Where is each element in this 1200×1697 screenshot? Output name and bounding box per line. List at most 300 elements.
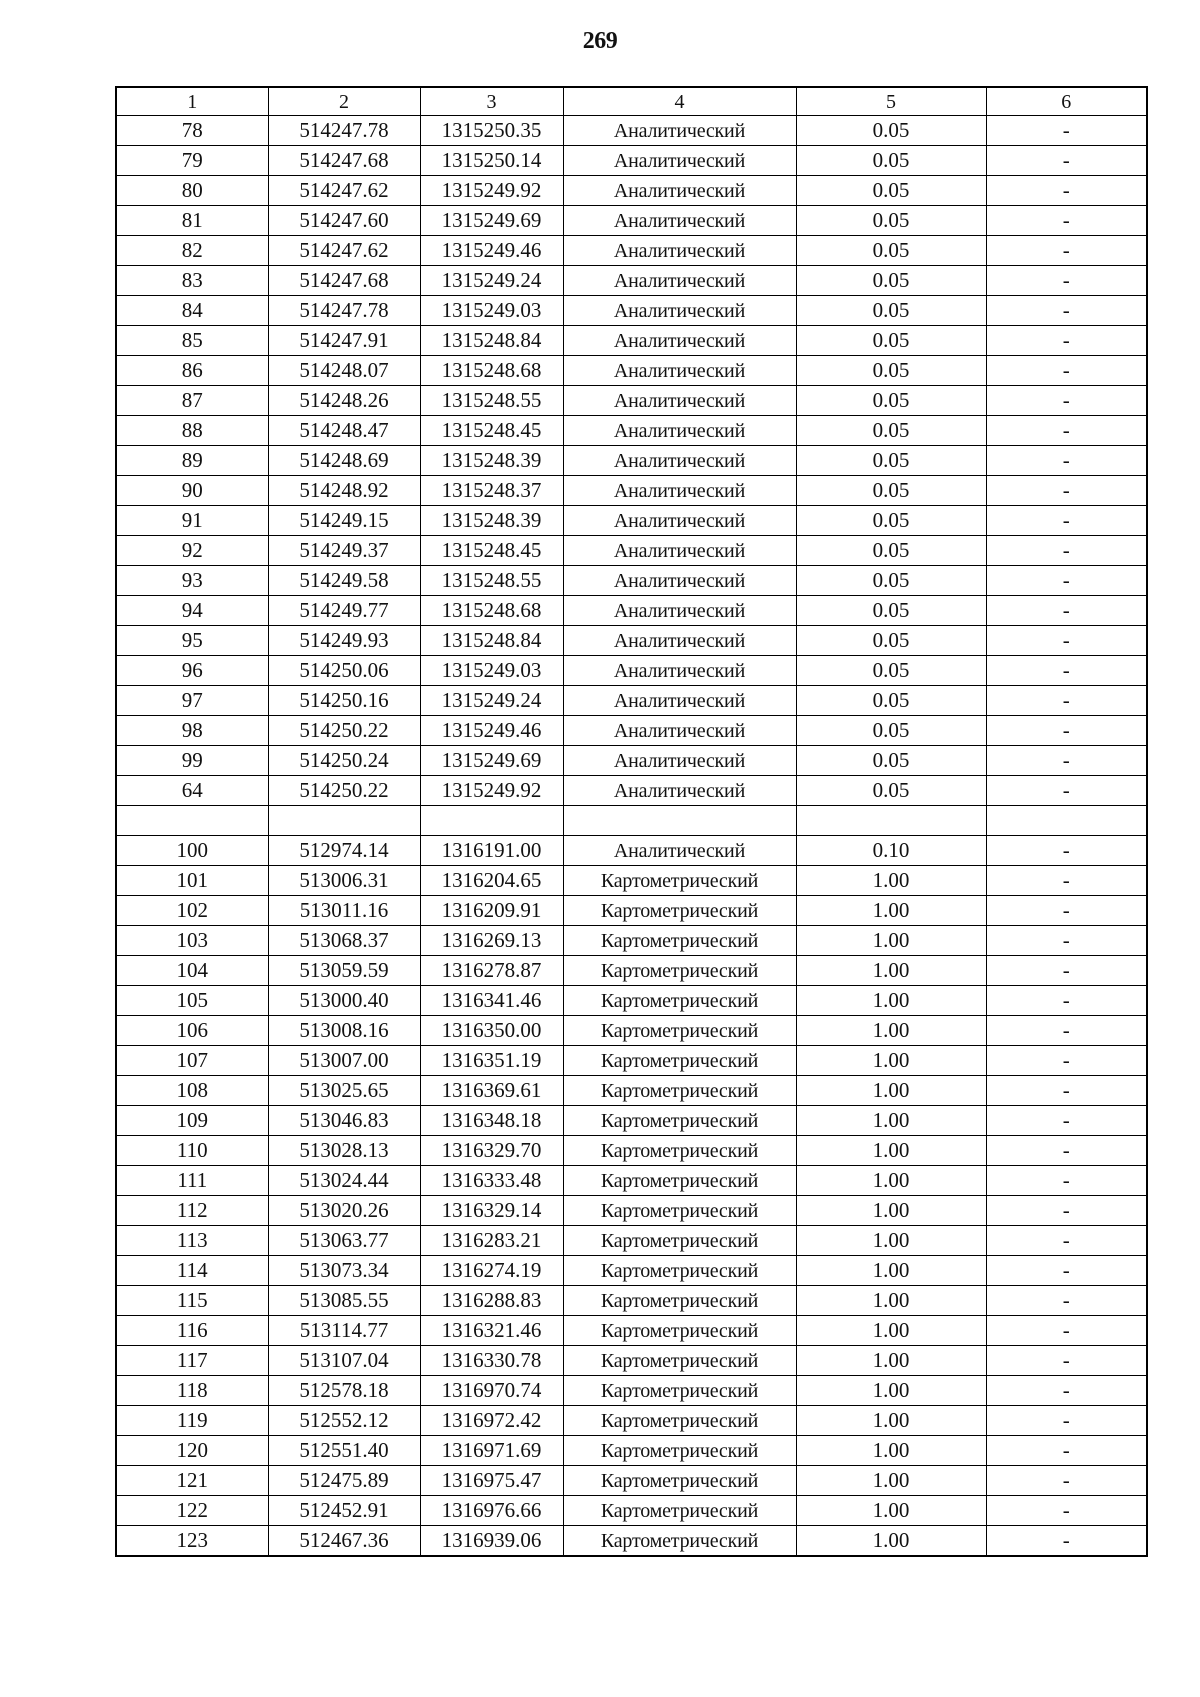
y-coordinate-cell: 1316321.46 bbox=[420, 1316, 563, 1346]
point-number-cell: 98 bbox=[116, 716, 268, 746]
note-cell: - bbox=[986, 476, 1147, 506]
x-coordinate-cell: 514247.78 bbox=[268, 296, 420, 326]
y-coordinate-cell: 1315248.37 bbox=[420, 476, 563, 506]
table-row bbox=[116, 1046, 1147, 1076]
y-coordinate-cell: 1316274.19 bbox=[420, 1256, 563, 1286]
x-coordinate-cell: 513025.65 bbox=[268, 1076, 420, 1106]
x-coordinate-cell: 514247.62 bbox=[268, 176, 420, 206]
point-number-cell: 102 bbox=[116, 896, 268, 926]
x-coordinate-cell: 514249.15 bbox=[268, 506, 420, 536]
y-coordinate-cell: 1316278.87 bbox=[420, 956, 563, 986]
x-coordinate-cell: 512467.36 bbox=[268, 1526, 420, 1557]
accuracy-cell: 0.05 bbox=[796, 296, 986, 326]
point-number-cell: 118 bbox=[116, 1376, 268, 1406]
x-coordinate-cell: 513046.83 bbox=[268, 1106, 420, 1136]
note-cell: - bbox=[986, 506, 1147, 536]
point-number-cell: 110 bbox=[116, 1136, 268, 1166]
table-row bbox=[116, 1076, 1147, 1106]
table-row bbox=[116, 1346, 1147, 1376]
accuracy-cell: 1.00 bbox=[796, 896, 986, 926]
method-cell: Картометрический bbox=[563, 956, 796, 986]
note-cell: - bbox=[986, 686, 1147, 716]
x-coordinate-cell: 513020.26 bbox=[268, 1196, 420, 1226]
note-cell: - bbox=[986, 326, 1147, 356]
accuracy-cell: 0.05 bbox=[796, 686, 986, 716]
table-row bbox=[116, 536, 1147, 566]
note-cell: - bbox=[986, 1136, 1147, 1166]
note-cell: - bbox=[986, 716, 1147, 746]
y-coordinate-cell: 1316970.74 bbox=[420, 1376, 563, 1406]
note-cell: - bbox=[986, 986, 1147, 1016]
table-row bbox=[116, 686, 1147, 716]
accuracy-cell: 0.10 bbox=[796, 836, 986, 866]
point-number-cell: 81 bbox=[116, 206, 268, 236]
table-row bbox=[116, 656, 1147, 686]
table-row bbox=[116, 746, 1147, 776]
accuracy-cell: 1.00 bbox=[796, 1226, 986, 1256]
method-cell: Аналитический bbox=[563, 626, 796, 656]
accuracy-cell: 1.00 bbox=[796, 1376, 986, 1406]
x-coordinate-cell: 514250.24 bbox=[268, 746, 420, 776]
method-cell: Аналитический bbox=[563, 146, 796, 176]
table-row bbox=[116, 476, 1147, 506]
x-coordinate-cell: 513059.59 bbox=[268, 956, 420, 986]
accuracy-cell: 0.05 bbox=[796, 716, 986, 746]
table-row bbox=[116, 836, 1147, 866]
note-cell: - bbox=[986, 206, 1147, 236]
note-cell: - bbox=[986, 1016, 1147, 1046]
method-cell: Картометрический bbox=[563, 1196, 796, 1226]
x-coordinate-cell: 514249.58 bbox=[268, 566, 420, 596]
method-cell: Картометрический bbox=[563, 1256, 796, 1286]
note-cell: - bbox=[986, 1226, 1147, 1256]
table-row bbox=[116, 1256, 1147, 1286]
y-coordinate-cell: 1316330.78 bbox=[420, 1346, 563, 1376]
x-coordinate-cell: 514247.60 bbox=[268, 206, 420, 236]
x-coordinate-cell: 514247.62 bbox=[268, 236, 420, 266]
accuracy-cell: 0.05 bbox=[796, 176, 986, 206]
x-coordinate-cell: 513107.04 bbox=[268, 1346, 420, 1376]
point-number-cell: 64 bbox=[116, 776, 268, 806]
method-cell: Картометрический bbox=[563, 1436, 796, 1466]
x-coordinate-cell: 513063.77 bbox=[268, 1226, 420, 1256]
table-row bbox=[116, 866, 1147, 896]
accuracy-cell: 1.00 bbox=[796, 1196, 986, 1226]
y-coordinate-cell: 1315249.46 bbox=[420, 716, 563, 746]
accuracy-cell: 1.00 bbox=[796, 1136, 986, 1166]
y-coordinate-cell: 1315249.24 bbox=[420, 266, 563, 296]
y-coordinate-cell: 1316209.91 bbox=[420, 896, 563, 926]
y-coordinate-cell: 1315248.84 bbox=[420, 626, 563, 656]
accuracy-cell: 0.05 bbox=[796, 446, 986, 476]
x-coordinate-cell: 514247.68 bbox=[268, 146, 420, 176]
point-number-cell: 100 bbox=[116, 836, 268, 866]
method-cell: Аналитический bbox=[563, 206, 796, 236]
point-number-cell: 112 bbox=[116, 1196, 268, 1226]
x-coordinate-cell: 514247.91 bbox=[268, 326, 420, 356]
point-number-cell: 84 bbox=[116, 296, 268, 326]
point-number-cell: 88 bbox=[116, 416, 268, 446]
y-coordinate-cell: 1316204.65 bbox=[420, 866, 563, 896]
point-number-cell: 86 bbox=[116, 356, 268, 386]
point-number-cell: 108 bbox=[116, 1076, 268, 1106]
table-row bbox=[116, 506, 1147, 536]
method-cell: Аналитический bbox=[563, 236, 796, 266]
y-coordinate-cell: 1316369.61 bbox=[420, 1076, 563, 1106]
y-coordinate-cell: 1315248.55 bbox=[420, 566, 563, 596]
point-number-cell: 114 bbox=[116, 1256, 268, 1286]
table-row bbox=[116, 1016, 1147, 1046]
note-cell: - bbox=[986, 296, 1147, 326]
accuracy-cell: 1.00 bbox=[796, 1166, 986, 1196]
note-cell: - bbox=[986, 1256, 1147, 1286]
table-row bbox=[116, 416, 1147, 446]
x-coordinate-cell: 512974.14 bbox=[268, 836, 420, 866]
x-coordinate-cell: 514250.22 bbox=[268, 716, 420, 746]
x-coordinate-cell bbox=[268, 806, 420, 836]
y-coordinate-cell: 1315248.39 bbox=[420, 506, 563, 536]
accuracy-cell: 0.05 bbox=[796, 416, 986, 446]
table-row bbox=[116, 326, 1147, 356]
point-number-cell: 101 bbox=[116, 866, 268, 896]
y-coordinate-cell: 1315248.45 bbox=[420, 416, 563, 446]
note-cell: - bbox=[986, 1526, 1147, 1557]
y-coordinate-cell: 1315249.92 bbox=[420, 176, 563, 206]
point-number-cell: 91 bbox=[116, 506, 268, 536]
table-row bbox=[116, 1316, 1147, 1346]
y-coordinate-cell: 1316971.69 bbox=[420, 1436, 563, 1466]
accuracy-cell: 0.05 bbox=[796, 266, 986, 296]
point-number-cell: 121 bbox=[116, 1466, 268, 1496]
note-cell: - bbox=[986, 236, 1147, 266]
point-number-cell: 94 bbox=[116, 596, 268, 626]
method-cell: Картометрический bbox=[563, 986, 796, 1016]
note-cell: - bbox=[986, 1436, 1147, 1466]
table-row bbox=[116, 146, 1147, 176]
accuracy-cell: 0.05 bbox=[796, 776, 986, 806]
table-row bbox=[116, 1376, 1147, 1406]
table-row bbox=[116, 176, 1147, 206]
accuracy-cell: 0.05 bbox=[796, 326, 986, 356]
x-coordinate-cell: 514247.78 bbox=[268, 116, 420, 146]
table-row bbox=[116, 596, 1147, 626]
point-number-cell: 93 bbox=[116, 566, 268, 596]
method-cell: Аналитический bbox=[563, 356, 796, 386]
method-cell: Картометрический bbox=[563, 1496, 796, 1526]
method-cell: Аналитический bbox=[563, 386, 796, 416]
note-cell: - bbox=[986, 836, 1147, 866]
table-row bbox=[116, 716, 1147, 746]
y-coordinate-cell: 1316288.83 bbox=[420, 1286, 563, 1316]
accuracy-cell: 0.05 bbox=[796, 626, 986, 656]
point-number-cell: 82 bbox=[116, 236, 268, 266]
method-cell: Картометрический bbox=[563, 1226, 796, 1256]
y-coordinate-cell: 1316975.47 bbox=[420, 1466, 563, 1496]
point-number-cell: 103 bbox=[116, 926, 268, 956]
method-cell: Картометрический bbox=[563, 1166, 796, 1196]
table-row bbox=[116, 626, 1147, 656]
method-cell: Картометрический bbox=[563, 1406, 796, 1436]
point-number-cell: 85 bbox=[116, 326, 268, 356]
point-number-cell: 79 bbox=[116, 146, 268, 176]
y-coordinate-cell: 1315248.84 bbox=[420, 326, 563, 356]
method-cell: Аналитический bbox=[563, 746, 796, 776]
accuracy-cell: 1.00 bbox=[796, 1496, 986, 1526]
point-number-cell: 113 bbox=[116, 1226, 268, 1256]
note-cell: - bbox=[986, 176, 1147, 206]
y-coordinate-cell: 1315249.46 bbox=[420, 236, 563, 266]
point-number-cell bbox=[116, 806, 268, 836]
accuracy-cell: 1.00 bbox=[796, 866, 986, 896]
coordinates-table bbox=[115, 86, 1148, 1557]
table-row bbox=[116, 956, 1147, 986]
note-cell: - bbox=[986, 386, 1147, 416]
accuracy-cell: 1.00 bbox=[796, 1526, 986, 1557]
accuracy-cell: 0.05 bbox=[796, 566, 986, 596]
accuracy-cell: 0.05 bbox=[796, 746, 986, 776]
table-row bbox=[116, 446, 1147, 476]
method-cell: Картометрический bbox=[563, 1316, 796, 1346]
table-row bbox=[116, 296, 1147, 326]
accuracy-cell: 1.00 bbox=[796, 1436, 986, 1466]
y-coordinate-cell: 1315249.92 bbox=[420, 776, 563, 806]
note-cell: - bbox=[986, 1166, 1147, 1196]
y-coordinate-cell: 1315249.03 bbox=[420, 296, 563, 326]
accuracy-cell: 1.00 bbox=[796, 1406, 986, 1436]
y-coordinate-cell: 1315248.68 bbox=[420, 596, 563, 626]
x-coordinate-cell: 514247.68 bbox=[268, 266, 420, 296]
note-cell: - bbox=[986, 1286, 1147, 1316]
x-coordinate-cell: 514248.07 bbox=[268, 356, 420, 386]
point-number-cell: 122 bbox=[116, 1496, 268, 1526]
x-coordinate-cell: 513073.34 bbox=[268, 1256, 420, 1286]
y-coordinate-cell: 1316972.42 bbox=[420, 1406, 563, 1436]
x-coordinate-cell: 512552.12 bbox=[268, 1406, 420, 1436]
note-cell: - bbox=[986, 1346, 1147, 1376]
table-row bbox=[116, 1106, 1147, 1136]
method-cell: Картометрический bbox=[563, 1376, 796, 1406]
method-cell: Аналитический bbox=[563, 836, 796, 866]
note-cell: - bbox=[986, 776, 1147, 806]
method-cell: Аналитический bbox=[563, 506, 796, 536]
table-row bbox=[116, 1196, 1147, 1226]
point-number-cell: 89 bbox=[116, 446, 268, 476]
y-coordinate-cell: 1315248.68 bbox=[420, 356, 563, 386]
y-coordinate-cell: 1316283.21 bbox=[420, 1226, 563, 1256]
accuracy-cell: 1.00 bbox=[796, 1106, 986, 1136]
point-number-cell: 80 bbox=[116, 176, 268, 206]
note-cell: - bbox=[986, 926, 1147, 956]
point-number-cell: 99 bbox=[116, 746, 268, 776]
x-coordinate-cell: 514248.47 bbox=[268, 416, 420, 446]
note-cell: - bbox=[986, 1316, 1147, 1346]
x-coordinate-cell: 512551.40 bbox=[268, 1436, 420, 1466]
method-cell: Аналитический bbox=[563, 266, 796, 296]
point-number-cell: 83 bbox=[116, 266, 268, 296]
note-cell: - bbox=[986, 416, 1147, 446]
note-cell: - bbox=[986, 656, 1147, 686]
accuracy-cell: 1.00 bbox=[796, 1466, 986, 1496]
method-cell: Картометрический bbox=[563, 896, 796, 926]
table-row bbox=[116, 926, 1147, 956]
y-coordinate-cell: 1315249.69 bbox=[420, 746, 563, 776]
point-number-cell: 78 bbox=[116, 116, 268, 146]
method-cell: Аналитический bbox=[563, 176, 796, 206]
accuracy-cell: 0.05 bbox=[796, 116, 986, 146]
point-number-cell: 116 bbox=[116, 1316, 268, 1346]
point-number-cell: 96 bbox=[116, 656, 268, 686]
point-number-cell: 109 bbox=[116, 1106, 268, 1136]
table-row bbox=[116, 566, 1147, 596]
note-cell: - bbox=[986, 626, 1147, 656]
accuracy-cell: 1.00 bbox=[796, 1256, 986, 1286]
table-row bbox=[116, 1166, 1147, 1196]
y-coordinate-cell: 1316333.48 bbox=[420, 1166, 563, 1196]
accuracy-cell: 0.05 bbox=[796, 476, 986, 506]
method-cell: Аналитический bbox=[563, 476, 796, 506]
table-row bbox=[116, 1526, 1147, 1557]
note-cell bbox=[986, 806, 1147, 836]
accuracy-cell: 1.00 bbox=[796, 956, 986, 986]
x-coordinate-cell: 513024.44 bbox=[268, 1166, 420, 1196]
y-coordinate-cell: 1316976.66 bbox=[420, 1496, 563, 1526]
x-coordinate-cell: 513007.00 bbox=[268, 1046, 420, 1076]
method-cell: Картометрический bbox=[563, 1076, 796, 1106]
note-cell: - bbox=[986, 1046, 1147, 1076]
y-coordinate-cell bbox=[420, 806, 563, 836]
y-coordinate-cell: 1315250.14 bbox=[420, 146, 563, 176]
table-row bbox=[116, 356, 1147, 386]
accuracy-cell: 0.05 bbox=[796, 506, 986, 536]
point-number-cell: 105 bbox=[116, 986, 268, 1016]
note-cell: - bbox=[986, 896, 1147, 926]
table-row bbox=[116, 986, 1147, 1016]
x-coordinate-cell: 514248.92 bbox=[268, 476, 420, 506]
x-coordinate-cell: 514250.22 bbox=[268, 776, 420, 806]
accuracy-cell: 0.05 bbox=[796, 536, 986, 566]
accuracy-cell: 1.00 bbox=[796, 1046, 986, 1076]
y-coordinate-cell: 1316269.13 bbox=[420, 926, 563, 956]
table-row bbox=[116, 896, 1147, 926]
x-coordinate-cell: 512578.18 bbox=[268, 1376, 420, 1406]
x-coordinate-cell: 513028.13 bbox=[268, 1136, 420, 1166]
note-cell: - bbox=[986, 146, 1147, 176]
column-header-5: 5 bbox=[796, 87, 986, 116]
y-coordinate-cell: 1315248.39 bbox=[420, 446, 563, 476]
note-cell: - bbox=[986, 1076, 1147, 1106]
y-coordinate-cell: 1315249.24 bbox=[420, 686, 563, 716]
method-cell: Аналитический bbox=[563, 566, 796, 596]
method-cell: Аналитический bbox=[563, 296, 796, 326]
accuracy-cell: 0.05 bbox=[796, 146, 986, 176]
table-row bbox=[116, 116, 1147, 146]
x-coordinate-cell: 514248.26 bbox=[268, 386, 420, 416]
accuracy-cell: 0.05 bbox=[796, 596, 986, 626]
method-cell bbox=[563, 806, 796, 836]
column-header-1: 1 bbox=[116, 87, 268, 116]
point-number-cell: 90 bbox=[116, 476, 268, 506]
table-body bbox=[116, 116, 1147, 1557]
note-cell: - bbox=[986, 536, 1147, 566]
method-cell: Аналитический bbox=[563, 326, 796, 356]
x-coordinate-cell: 512452.91 bbox=[268, 1496, 420, 1526]
point-number-cell: 117 bbox=[116, 1346, 268, 1376]
note-cell: - bbox=[986, 1406, 1147, 1436]
accuracy-cell: 0.05 bbox=[796, 236, 986, 266]
page-number: 269 bbox=[582, 28, 618, 54]
note-cell: - bbox=[986, 266, 1147, 296]
note-cell: - bbox=[986, 746, 1147, 776]
method-cell: Аналитический bbox=[563, 596, 796, 626]
method-cell: Аналитический bbox=[563, 716, 796, 746]
point-number-cell: 120 bbox=[116, 1436, 268, 1466]
method-cell: Картометрический bbox=[563, 1016, 796, 1046]
method-cell: Аналитический bbox=[563, 776, 796, 806]
method-cell: Картометрический bbox=[563, 1106, 796, 1136]
accuracy-cell: 0.05 bbox=[796, 386, 986, 416]
method-cell: Картометрический bbox=[563, 1286, 796, 1316]
x-coordinate-cell: 513011.16 bbox=[268, 896, 420, 926]
y-coordinate-cell: 1316351.19 bbox=[420, 1046, 563, 1076]
method-cell: Картометрический bbox=[563, 1046, 796, 1076]
note-cell: - bbox=[986, 1376, 1147, 1406]
point-number-cell: 115 bbox=[116, 1286, 268, 1316]
method-cell: Аналитический bbox=[563, 446, 796, 476]
method-cell: Картометрический bbox=[563, 1346, 796, 1376]
table-row bbox=[116, 1466, 1147, 1496]
table-row bbox=[116, 1136, 1147, 1166]
note-cell: - bbox=[986, 356, 1147, 386]
accuracy-cell: 0.05 bbox=[796, 206, 986, 236]
x-coordinate-cell: 513068.37 bbox=[268, 926, 420, 956]
point-number-cell: 107 bbox=[116, 1046, 268, 1076]
y-coordinate-cell: 1316329.70 bbox=[420, 1136, 563, 1166]
y-coordinate-cell: 1315249.03 bbox=[420, 656, 563, 686]
point-number-cell: 106 bbox=[116, 1016, 268, 1046]
coordinates-table-container bbox=[115, 86, 1148, 1557]
method-cell: Картометрический bbox=[563, 866, 796, 896]
x-coordinate-cell: 514250.16 bbox=[268, 686, 420, 716]
accuracy-cell: 1.00 bbox=[796, 1316, 986, 1346]
accuracy-cell: 1.00 bbox=[796, 926, 986, 956]
note-cell: - bbox=[986, 116, 1147, 146]
y-coordinate-cell: 1316341.46 bbox=[420, 986, 563, 1016]
point-number-cell: 119 bbox=[116, 1406, 268, 1436]
x-coordinate-cell: 513008.16 bbox=[268, 1016, 420, 1046]
note-cell: - bbox=[986, 1106, 1147, 1136]
method-cell: Аналитический bbox=[563, 686, 796, 716]
x-coordinate-cell: 514249.77 bbox=[268, 596, 420, 626]
method-cell: Картометрический bbox=[563, 926, 796, 956]
x-coordinate-cell: 513085.55 bbox=[268, 1286, 420, 1316]
y-coordinate-cell: 1316329.14 bbox=[420, 1196, 563, 1226]
point-number-cell: 123 bbox=[116, 1526, 268, 1557]
x-coordinate-cell: 514249.37 bbox=[268, 536, 420, 566]
x-coordinate-cell: 513000.40 bbox=[268, 986, 420, 1016]
y-coordinate-cell: 1316191.00 bbox=[420, 836, 563, 866]
point-number-cell: 92 bbox=[116, 536, 268, 566]
table-row bbox=[116, 806, 1147, 836]
table-row bbox=[116, 776, 1147, 806]
accuracy-cell: 1.00 bbox=[796, 986, 986, 1016]
table-row bbox=[116, 206, 1147, 236]
accuracy-cell: 0.05 bbox=[796, 656, 986, 686]
point-number-cell: 87 bbox=[116, 386, 268, 416]
y-coordinate-cell: 1316350.00 bbox=[420, 1016, 563, 1046]
accuracy-cell: 1.00 bbox=[796, 1346, 986, 1376]
y-coordinate-cell: 1315248.45 bbox=[420, 536, 563, 566]
x-coordinate-cell: 514249.93 bbox=[268, 626, 420, 656]
